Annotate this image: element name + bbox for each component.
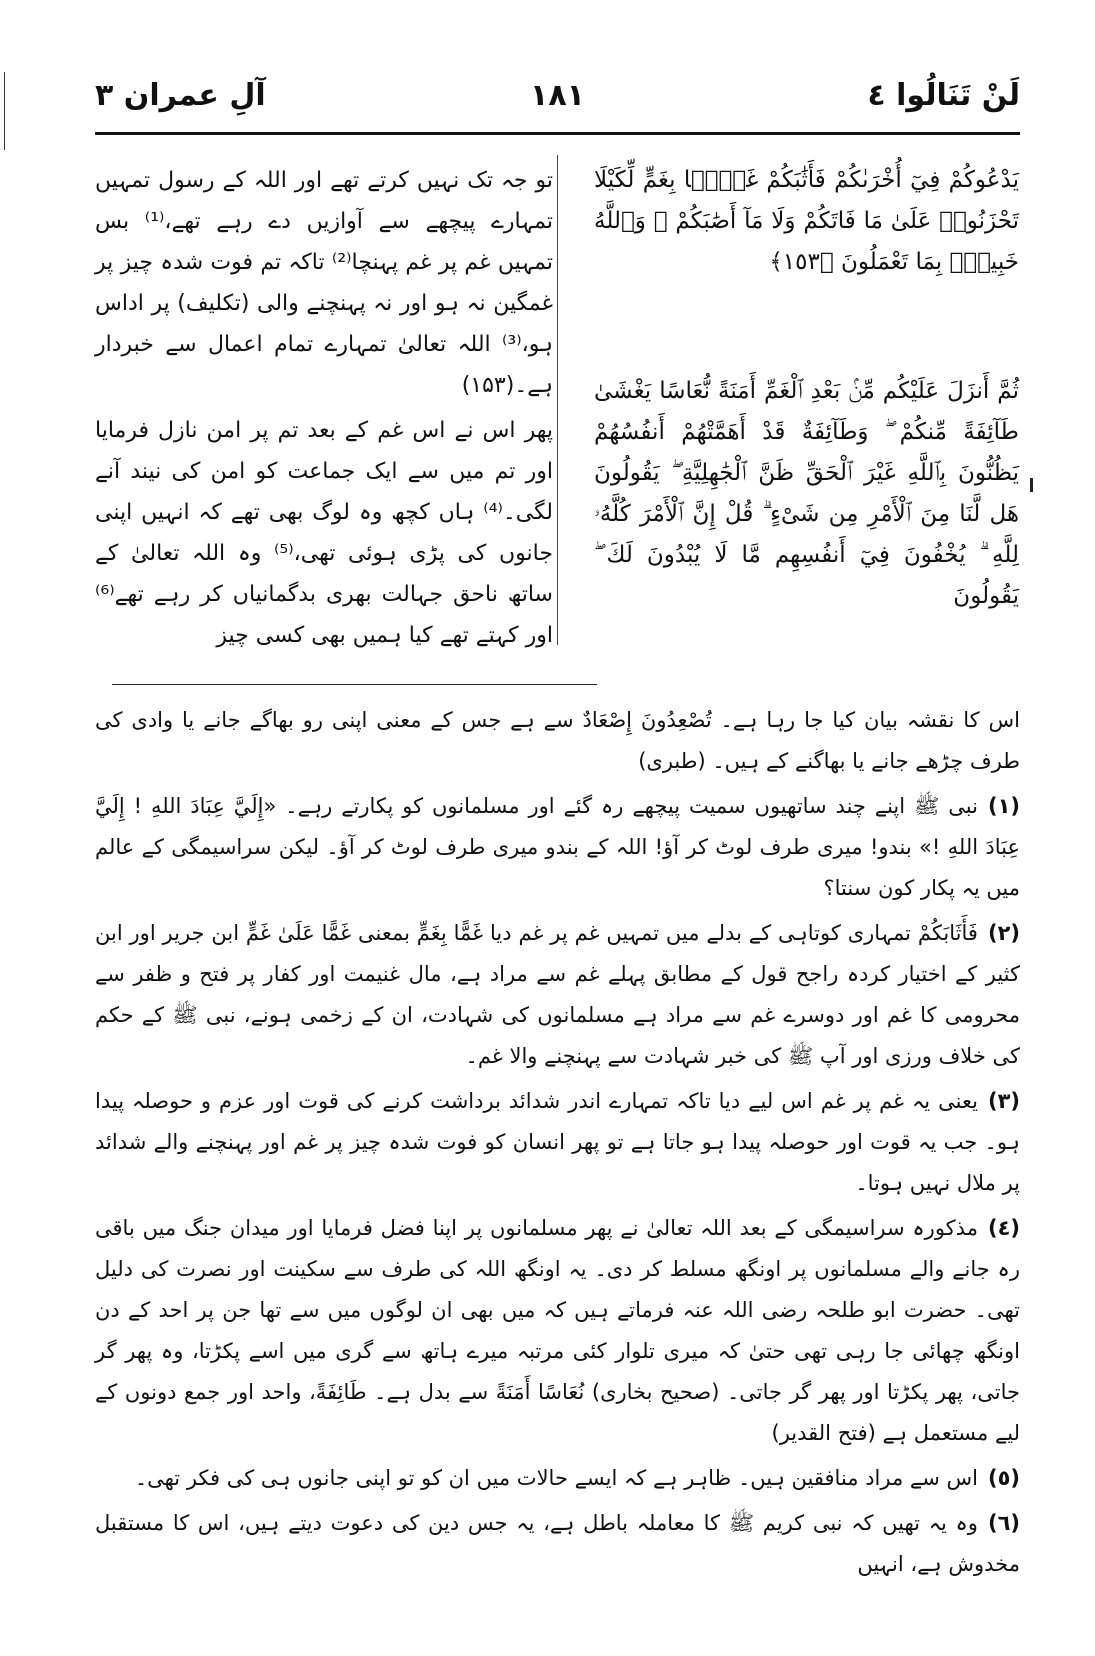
translation-column — [95, 160, 553, 660]
translation-paragraph: پھر اس نے اس غم کے بعد تم پر امن نازل فرمایا اور تم میں سے ایک جماعت کو امن کی نیند آنے لگی۔⁽⁴⁾ ہاں کچھ وہ لوگ بھی تھے کہ انہیں اپنی جانوں کی پڑی ہوئی تھی،⁽⁵⁾ وہ اللہ تعالیٰ کے ساتھ ناحق جہالت بھری بدگمانیاں کر رہے تھے⁽⁶⁾ اور کہتے تھے کیا ہمیں بھی کسی چیز — [95, 418, 553, 648]
footnote-text: مذکورہ سراسیمگی کے بعد اللہ تعالیٰ نے پھر مسلمانوں پر اپنا فضل فرمایا اور میدان جنگ میں باقی رہ جانے والے مسلمانوں پر اونگھ مسلط کر دی۔ یہ اونگھ اللہ کی طرف سے سکینت اور نصرت کی دلیل تھی۔ حضرت ابو طلحہ رضی اللہ عنہ فرماتے ہیں کہ میں بھی ان لوگوں میں سے تھا جن پر احد کے دن اونگھ چھائی جا رہی تھی حتیٰ کہ میری تلوار کئی مرتبہ میرے ہاتھ سے گری میں اسے پکڑتا، وہ پھر گر جاتی، پھر پکڑتا اور پھر گر جاتی۔ (صحیح بخاری) نُعَاسًا أَمَنَةً سے بدل ہے۔ طَائِفَةً، واحد اور جمع دونوں کے لیے مستعمل ہے (فتح القدیر) — [95, 1216, 1020, 1445]
footnote-label: (٦) — [987, 1511, 1020, 1535]
column-divider — [557, 155, 558, 645]
footnote-text: اس کا نقشہ بیان کیا جا رہا ہے۔ تُصْعِدُونَ إِصْعَادٌ سے ہے جس کے معنی اپنی رو بھاگے جانے یا وادی کی طرف چڑھے جانے یا بھاگنے کے ہیں۔ (طبری) — [95, 708, 1020, 773]
footnote-item — [95, 913, 1020, 1077]
footnote-label: (٢) — [987, 921, 1020, 945]
footnote-item — [95, 786, 1020, 909]
para-name: لَنْ تَنَالُوا ٤ — [867, 78, 1020, 113]
footnote-text: یعنی یہ غم پر غم اس لیے دیا تاکہ تمہارے اندر شدائد برداشت کرنے کی قوت اور عزم و حوصلہ پیدا ہو۔ جب یہ قوت اور حوصلہ پیدا ہو جاتا ہے تو پھر انسان کو فوت شدہ چیز پر غم اور پہنچنے والے شدائد پر ملال نہیں ہوتا۔ — [95, 1089, 1020, 1195]
arabic-verse-154: ثُمَّ أَنزَلَ عَلَيْكُم مِّنۢ بَعْدِ ٱلْغَمِّ أَمَنَةً نُّعَاسًا يَغْشَىٰ طَآئِفَةً مِّنكُمْ ۖ وَطَآئِفَةٌ قَدْ أَهَمَّتْهُمْ أَنفُسُهُمْ يَظُنُّونَ بِٱللَّهِ غَيْرَ ٱلْحَقِّ ظَنَّ ٱلْجَٰهِلِيَّةِ ۖ يَقُولُونَ هَل لَّنَا مِنَ ٱلْأَمْرِ مِن شَىْءٍ ۗ قُلْ إِنَّ ٱلْأَمْرَ كُلَّهُۥ لِلَّهِ ۗ يُخْفُونَ فِيٓ أَنفُسِهِم مَّا لَا يُبْدُونَ لَكَ ۖ يَقُولُونَ — [594, 378, 1019, 609]
footnote-item — [95, 1208, 1020, 1454]
footnote-label: (٣) — [987, 1089, 1020, 1113]
footnote-item — [95, 1458, 1020, 1499]
footnote-text: اس سے مراد منافقین ہیں۔ ظاہر ہے کہ ایسے حالات میں ان کو تو اپنی جانوں ہی کی فکر تھی۔ — [134, 1466, 978, 1490]
footnote-label: (٥) — [987, 1466, 1020, 1490]
footnote-item — [95, 1081, 1020, 1204]
footnote-label: (٤) — [987, 1216, 1020, 1240]
footnote-item — [95, 700, 1020, 782]
footnotes — [95, 700, 1020, 1589]
footnote-label: (١) — [987, 794, 1020, 818]
arabic-verse-153: يَدْعُوكُمْ فِيٓ أُخْرَىٰكُمْ فَأَثَٰبَكُمْ غَمًّۢا بِغَمٍّ لِّكَيْلَا تَحْزَنُوا۟ عَلَىٰ مَا فَاتَكُمْ وَلَا مَآ أَصَٰبَكُمْ ۗ وَٱللَّهُ خَبِيرٌۢ بِمَا تَعْمَلُونَ ﴿١٥٣﴾ — [594, 167, 1019, 275]
page-number: ١٨١ — [530, 78, 585, 113]
translation-paragraph: تو جہ تک نہیں کرتے تھے اور اللہ کے رسول تمہیں تمہارے پیچھے سے آوازیں دے رہے تھے،⁽¹⁾ بس تمہیں غم پر غم پہنچا⁽²⁾ تاکہ تم فوت شدہ چیز پر غمگین نہ ہو اور نہ پہنچنے والی (تکلیف) پر اداس ہو،⁽³⁾ اللہ تعالیٰ تمہارے تمام اعمال سے خبردار ہے۔(۱۵۳) — [95, 168, 554, 398]
footnote-text: وہ یہ تھیں کہ نبی کریم ﷺ کا معاملہ باطل ہے، یہ جس دین کی دعوت دیتے ہیں، اس کا مستقبل مخدوش ہے، انہیں — [95, 1511, 1020, 1576]
footnote-item — [95, 1503, 1020, 1585]
arabic-column — [594, 160, 1019, 633]
page-header — [95, 78, 1020, 128]
header-rule — [95, 132, 1020, 135]
footnote-rule — [112, 684, 597, 685]
surah-name: آلِ عمران ٣ — [95, 78, 266, 113]
margin-mark — [1030, 478, 1033, 492]
footnote-text: نبی ﷺ اپنے چند ساتھیوں سمیت پیچھے رہ گئے اور مسلمانوں کو پکارتے رہے۔ «إِلَيَّ عِبَادَ اللهِ ! إِلَيَّ عِبَادَ اللهِ !» بندو! میری طرف لوٹ کر آؤ! اللہ کے بندو میری طرف لوٹ کر آؤ۔ لیکن سراسیمگی کے عالم میں یہ پکار کون سنتا؟ — [95, 794, 1020, 900]
footnote-text: فَأَثَابَكُمْ تمہاری کوتاہی کے بدلے میں تمہیں غم پر غم دیا غَمًّا بِغَمٍّ بمعنی غَمًّا عَلَىٰ غَمٍّ ابن جریر اور ابن کثیر کے اختیار کردہ راجح قول کے مطابق پہلے غم سے مراد ہے، مال غنیمت اور کفار پر فتح و ظفر سے محرومی کا غم اور دوسرے غم سے مراد ہے مسلمانوں کی شہادت، ان کے زخمی ہونے، نبی ﷺ کے حکم کی خلاف ورزی اور آپ ﷺ کی خبر شہادت سے پہنچنے والا غم۔ — [95, 921, 1020, 1068]
margin-rule — [4, 72, 5, 150]
